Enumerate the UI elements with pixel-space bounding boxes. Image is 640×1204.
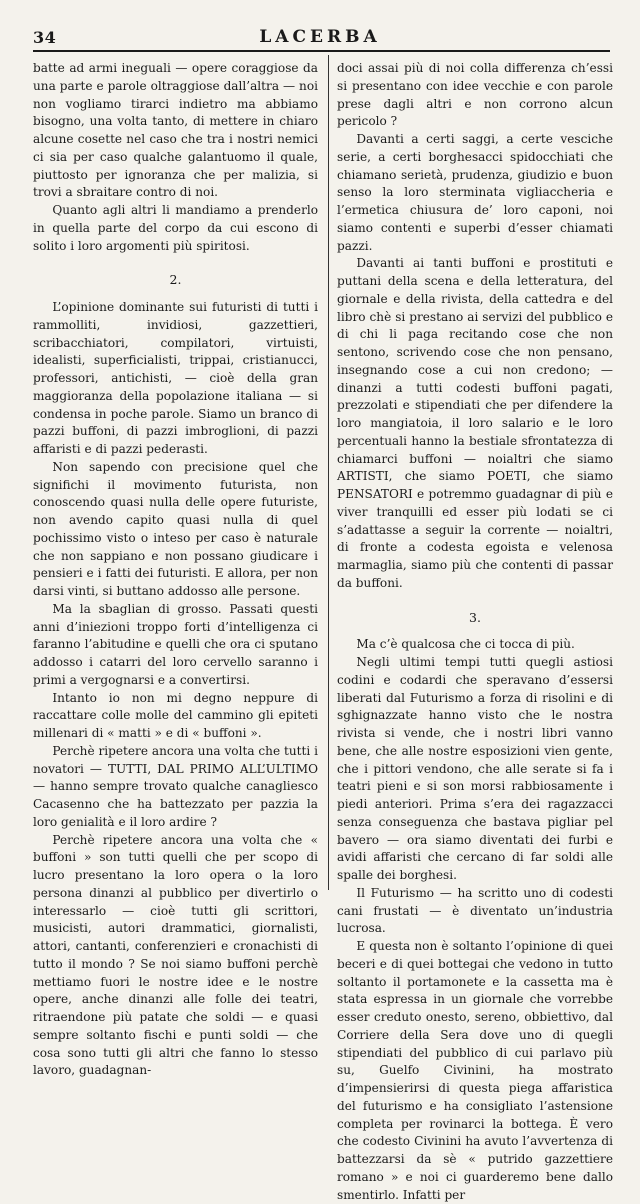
paragraph: batte ad armi ineguali — opere coraggiose da una parte e parole oltraggiose dall’altra — noi non vogliamo tirarci indietro ma abbiamo bisogno, una volta tanto, di mettere in chiaro alcune cosette nel caso che tra i nostri nemici ci sia per caso qualche galantuomo il quale, piuttosto per ignoranza che per malizia, si trovi a sbraitare contro di noi. <box>33 61 318 200</box>
paragraph: Perchè ripetere ancora una volta che « buffoni » son tutti quelli che per scopo di lucro presentano la loro opera o la loro persona dinanzi al pubblico per divertirlo o interessarlo — cioè tutti gli scrittori, musicisti, autori drammatici, giornalisti, attori, cantanti, conferenzieri e cronachisti di tutto il mondo ? Se noi siamo buffoni perchè mettiamo fuori le nostre idee e le nostre opere, anche dinanzi alle folle dei teatri, ritraendone più patate che soldi — e quasi sempre soltanto fischi e punti soldi — che cosa sono tutti gli altri che fanno lo stesso lavoro, guadagnan- <box>33 832 318 1078</box>
paragraph: E questa non è soltanto l’opinione di quei beceri e di quei bottegai che vedono in tutto soltanto il portamonete e la cassetta ma è stata espressa in un giornale che vorrebbe esser creduto onesto, sereno, obbiettivo, dal Corriere della Sera dove uno di quegli stipendiati del pubblico di cui parlavo più su, Guelfo Civinini, ha mostrato d’impensierirsi di questa piega affaristica del futurismo e ha consigliato l’astensione completa per rovinarci la bottega. È vero che codesto Civinini ha avuto l’avvertenza di battezzarsi da sè « putrido gazzettiere romano » e noi ci guarderemo bene dallo smentirlo. Infatti per <box>337 939 613 1202</box>
paragraph: Negli ultimi tempi tutti quegli astiosi codini e codardi che speravano d’essersi liberati dal Futurismo a forza di risolini e di sghignazzate hanno visto che le nostra rivista si vende, che i nostri libri vanno bene, che alle nostre esposizioni vien gente, che i pittori vendono, che alle serate si fa i teatri pieni e si son morsi rabbiosamente i piedi anteriori. Prima s’era dei ragazzacci senza conseguenza che bastava pigliar pel bavero — ora siamo diventati dei furbi e avidi affaristi che cercano di far soldi alle spalle dei borghesi. <box>337 655 613 882</box>
paragraph: Ma la sbaglian di grosso. Passati questi anni d’iniezioni troppo forti d’intelligenza ci faranno l’abitudine e quelli che ora ci sputano addosso i catarri del loro cervello saranno i primi a vergognarsi e a convertirsi. <box>33 601 318 687</box>
paragraph: Intanto io non mi degno neppure di raccattare colle molle del cammino gli epiteti millenari di « matti » e di « buffoni ». <box>33 690 318 740</box>
page-number: 34 <box>33 28 57 47</box>
paragraph: Non sapendo con precisione quel che significhi il movimento futurista, non conoscendo quasi nulla delle opere futuriste, non avendo capito quasi nulla di quel pochissimo visto o inteso per caso è naturale che non sappiano e non possano giudicare i pensieri e i fatti dei futuristi. E allora, per non darsi vinti, si buttano addosso alle persone. <box>33 459 318 598</box>
section-number: 3. <box>469 609 481 625</box>
paragraph: doci assai più di noi colla differenza ch’essi si presentano con idee vecchie e con parole prese dagli altri e non corrono alcun pericolo ? <box>337 61 613 129</box>
left-column <box>33 60 318 1080</box>
paragraph: L’opinione dominante sui futuristi di tutti i rammolliti, invidiosi, gazzettieri, scribacchiatori, compilatori, virtuisti, idealisti, superficialisti, trippai, cristianucci, professori, antichisti, — cioè della gran maggioranza della popolazione italiana — si condensa in poche parole. Siamo un branco di pazzi buffoni, di pazzi imbroglioni, di pazzi affaristi e di pazzi pederasti. <box>33 300 318 456</box>
right-column <box>337 60 613 1204</box>
paragraph: Perchè ripetere ancora una volta che tutti i novatori — TUTTI, DAL PRIMO ALL’ULTIMO — hanno sempre trovato qualche canagliesco Cacasenno che ha battezzato per pazzia la loro genialità e il loro ardire ? <box>33 743 318 829</box>
paragraph: Quanto agli altri li mandiamo a prenderlo in quella parte del corpo da cui escono di solito i loro argomenti più spiritosi. <box>33 203 318 253</box>
paragraph: Il Futurismo — ha scritto uno di codesti cani frustati — è diventato un’industria lucrosa. <box>337 885 613 936</box>
section-number: 2. <box>169 272 182 288</box>
paragraph: Ma c’è qualcosa che ci tocca di più. <box>356 637 575 652</box>
paragraph: Davanti a certi saggi, a certe vesciche serie, a certi borghesacci spidocchiati che chiamano serietà, prudenza, giudizio e buon senso la loro sterminata vigliaccheria e l’ermetica chiusura de’ loro caponi, noi siamo contenti e superbi d’esser chiamati pazzi. <box>337 132 613 253</box>
column-divider <box>328 55 329 890</box>
header-rule <box>33 50 610 52</box>
journal-masthead: LACERBA <box>259 27 381 47</box>
paragraph: Davanti ai tanti buffoni e prostituti e puttani della scena e della letteratura, del giornale e della rivista, della cattedra e del libro chè si prestano ai servizi del pubblico e di chi li paga recitando cose che non sentono, scrivendo cose che non pensano, insegnando cose a cui non credono; — dinanzi a tutti codesti buffoni pagati, prezzolati e stipendiati che per difendere la loro mangiatoia, il loro salario e le loro percentuali hanno la bestiale sfrontatezza di chiamarci buffoni — noialtri che siamo ARTISTI, che siamo POETI, che siamo PENSATORI e potremmo guadagnar di più e viver tranquilli ed esser più lodati se ci s’adattasse a seguir la corrente — noialtri, di fronte a codesta egoista e velenosa marmaglia, siamo più che contenti di passar da buffoni. <box>337 256 613 590</box>
